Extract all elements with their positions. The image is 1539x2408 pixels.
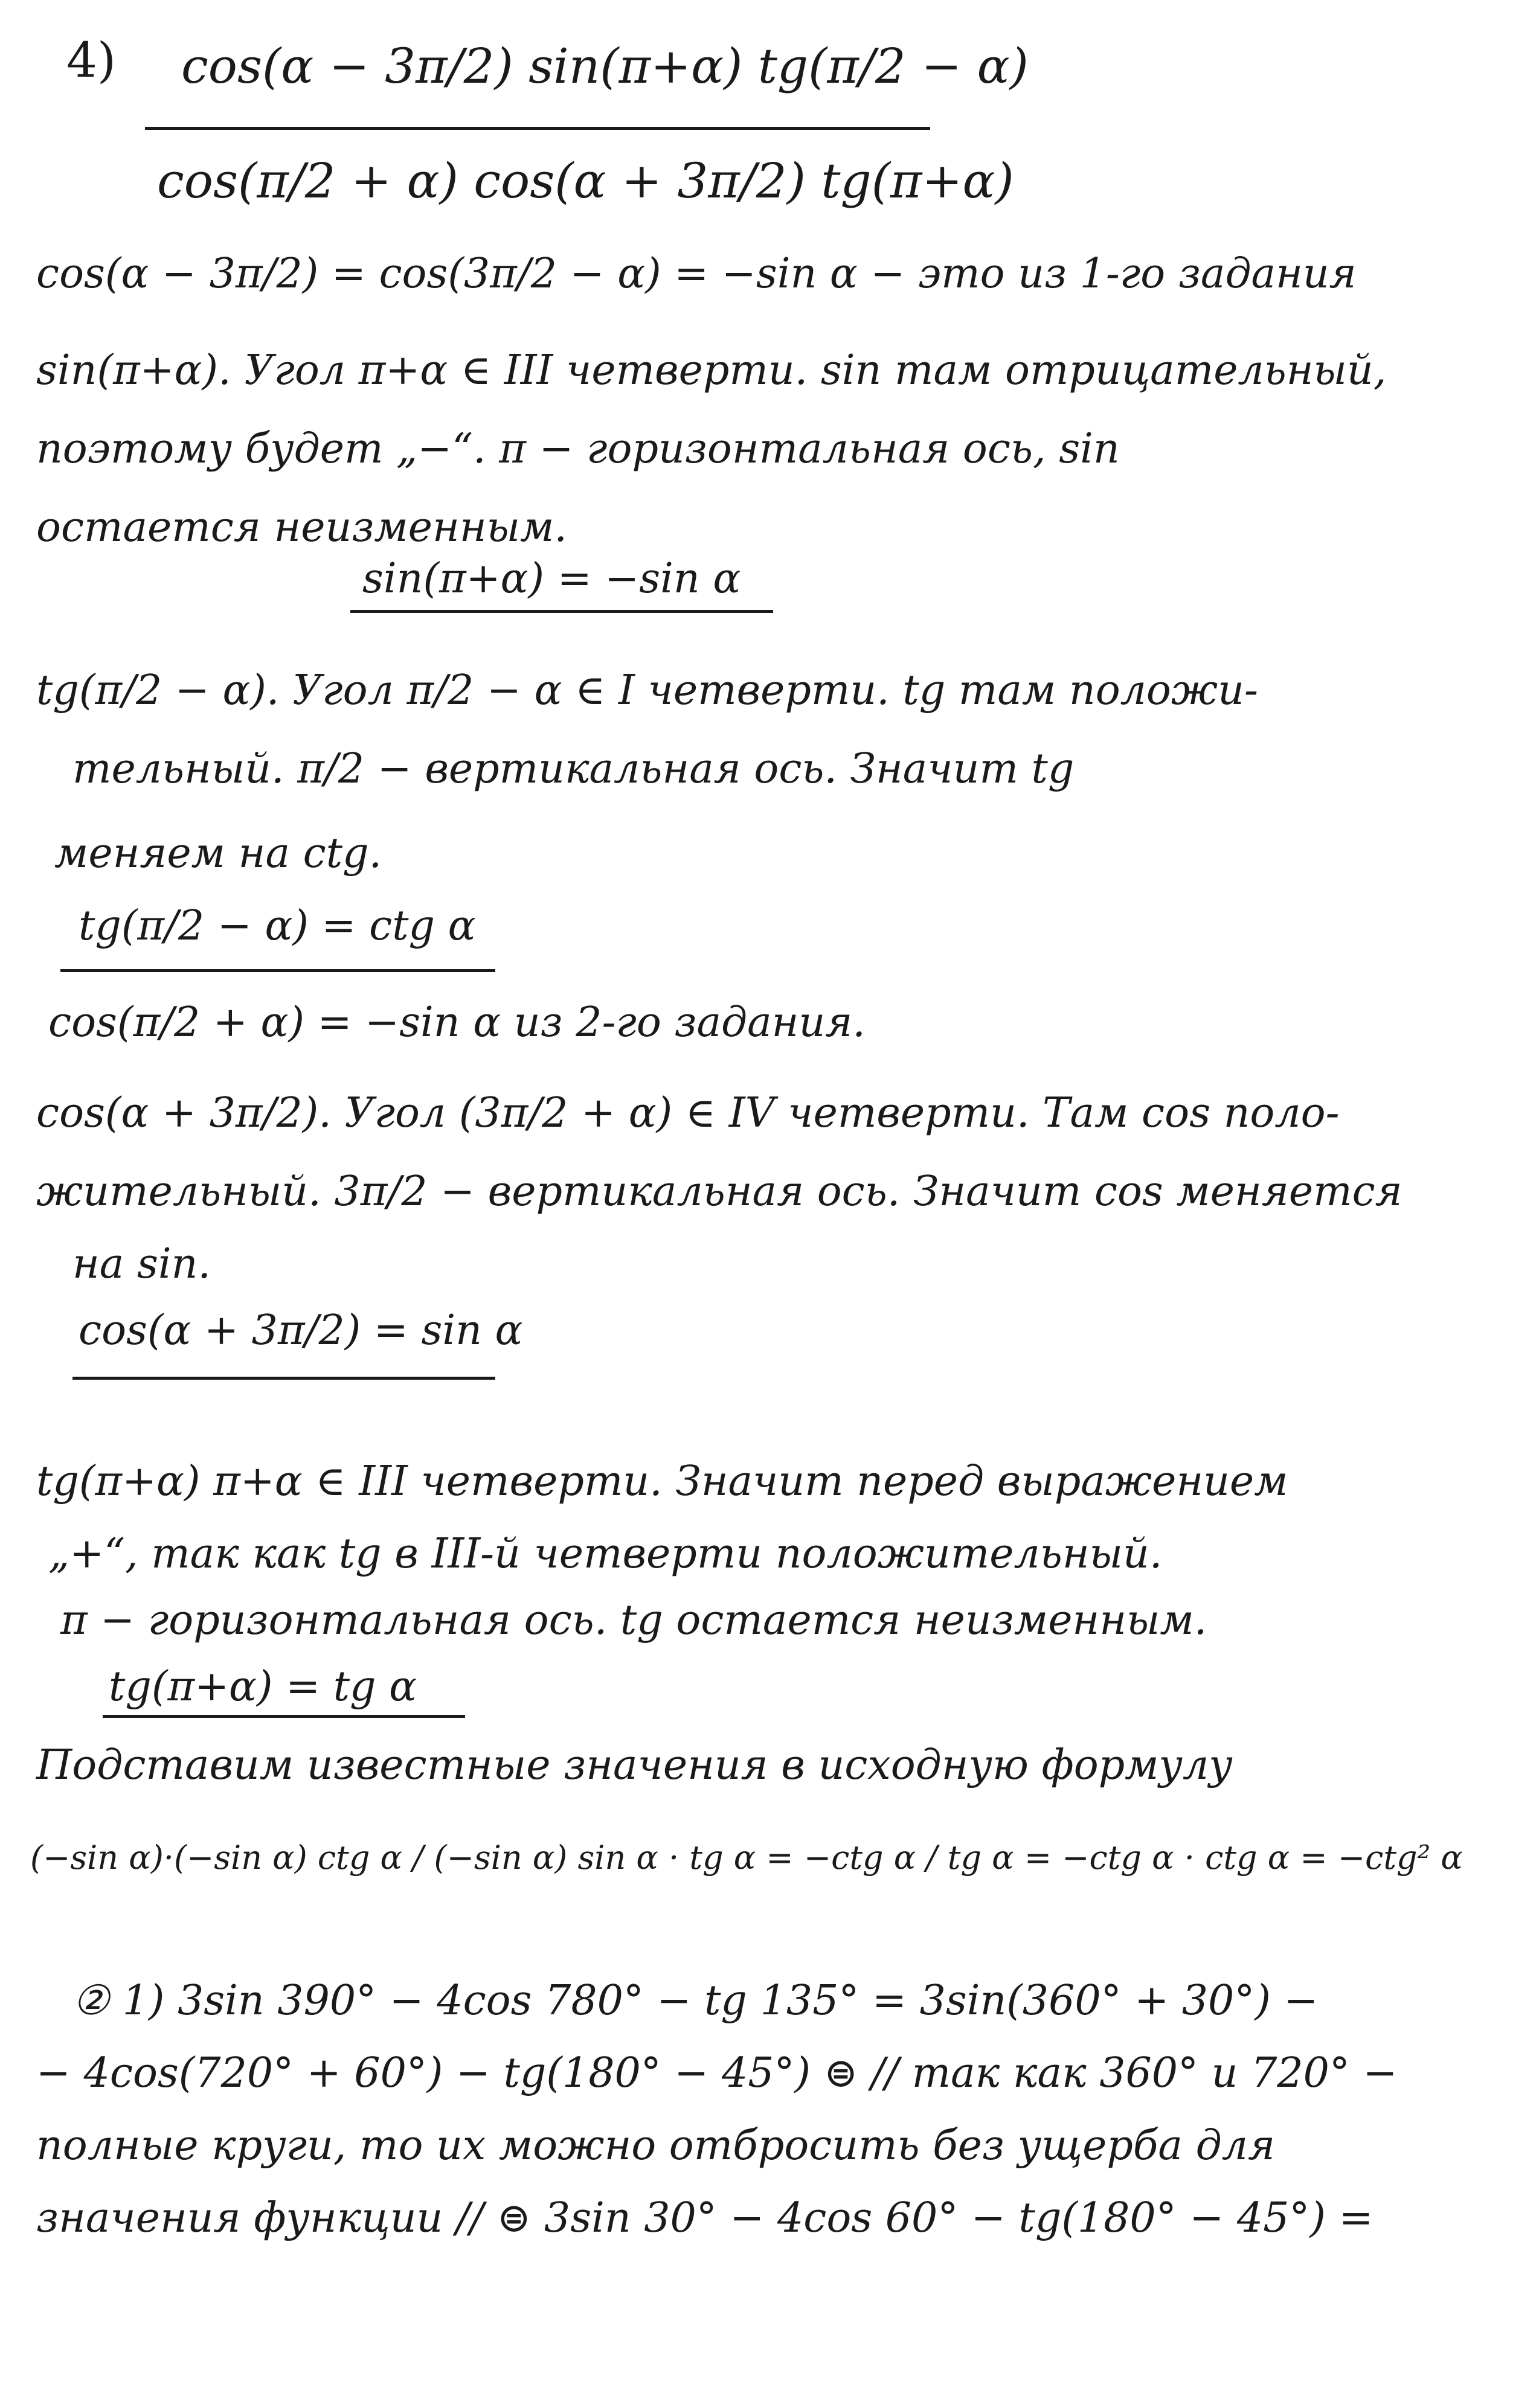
text-line-19: Подставим известные значения в исходную формулу bbox=[36, 1741, 1233, 1789]
text-line-04: остается неизменным. bbox=[36, 504, 567, 551]
text-line-23: полные круги, то их можно отбросить без ущерба для bbox=[36, 2122, 1275, 2169]
final-expression: (−sin α)·(−sin α) ctg α / (−sin α) sin α · tg α = −ctg α / tg α = −ctg α · ctg α = −ctg² α bbox=[30, 1839, 1463, 1877]
text-line-01: cos(α − 3π/2) = cos(3π/2 − α) = −sin α − это из 1-го задания bbox=[36, 250, 1357, 298]
fraction-bar bbox=[145, 127, 930, 130]
result-line-01: sin(π+α) = −sin α bbox=[362, 555, 741, 603]
underline-04 bbox=[103, 1715, 465, 1718]
text-line-17: π − горизонтальная ось. tg остается неизменным. bbox=[60, 1596, 1207, 1644]
underline-03 bbox=[72, 1377, 495, 1380]
text-line-16: „+“, так как tg в III-й четверти положительный. bbox=[48, 1530, 1163, 1578]
text-line-13: на sin. bbox=[72, 1240, 211, 1288]
underline-02 bbox=[60, 969, 495, 972]
text-line-06: tg(π/2 − α). Угол π/2 − α ∈ I четверти. tg там положи- bbox=[36, 667, 1258, 714]
text-line-15: tg(π+α) π+α ∈ III четверти. Значит перед выражением bbox=[36, 1458, 1288, 1505]
text-line-10: cos(π/2 + α) = −sin α из 2-го задания. bbox=[48, 999, 866, 1046]
text-line-12: жительный. 3π/2 − вертикальная ось. Значит cos меняется bbox=[36, 1168, 1402, 1215]
problem-number: 4) bbox=[66, 32, 117, 88]
text-line-02: sin(π+α). Угол π+α ∈ III четверти. sin там отрицательный, bbox=[36, 347, 1387, 394]
text-line-21: ② 1) 3sin 390° − 4cos 780° − tg 135° = 3sin(360° + 30°) − bbox=[72, 1977, 1319, 2025]
result-line-02: tg(π/2 − α) = ctg α bbox=[79, 902, 476, 950]
fraction-numerator: cos(α − 3π/2) sin(π+α) tg(π/2 − α) bbox=[181, 38, 1029, 94]
fraction-denominator: cos(π/2 + α) cos(α + 3π/2) tg(π+α) bbox=[157, 153, 1014, 209]
result-line-03: cos(α + 3π/2) = sin α bbox=[79, 1307, 523, 1354]
result-line-04: tg(π+α) = tg α bbox=[109, 1663, 417, 1711]
text-line-11: cos(α + 3π/2). Угол (3π/2 + α) ∈ IV четверти. Там cos поло- bbox=[36, 1089, 1340, 1137]
text-line-08: меняем на ctg. bbox=[54, 830, 382, 877]
text-line-22: − 4cos(720° + 60°) − tg(180° − 45°) ⊜ // так как 360° и 720° − bbox=[36, 2049, 1398, 2097]
text-line-03: поэтому будет „−“. π − горизонтальная ось, sin bbox=[36, 425, 1120, 473]
underline-01 bbox=[350, 610, 773, 613]
text-line-24: значения функции // ⊜ 3sin 30° − 4cos 60° − tg(180° − 45°) = bbox=[36, 2194, 1374, 2242]
text-line-07: тельный. π/2 − вертикальная ось. Значит tg bbox=[72, 745, 1075, 793]
